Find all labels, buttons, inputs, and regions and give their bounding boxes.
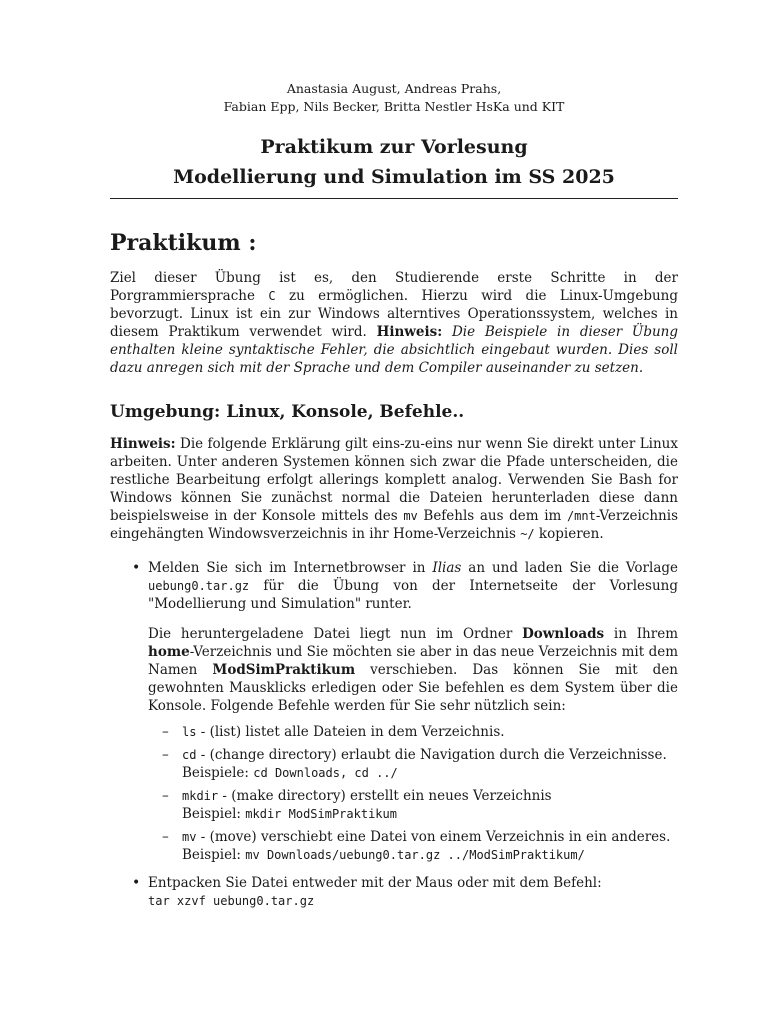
title-line-1: Praktikum zur Vorlesung bbox=[260, 136, 528, 158]
list-item bbox=[110, 874, 678, 910]
command-name: mv bbox=[182, 830, 197, 844]
list-item bbox=[148, 723, 678, 741]
bullet1-text-2: an und laden Sie die Vorlage bbox=[461, 560, 678, 576]
bullet1-paragraph-2 bbox=[148, 625, 678, 715]
list-item bbox=[110, 559, 678, 864]
title-line-2: Modellierung und Simulation im SS 2025 bbox=[173, 166, 615, 188]
title-divider bbox=[110, 198, 678, 199]
steps-list bbox=[110, 559, 678, 910]
command-example: mv Downloads/uebung0.tar.gz ../ModSimPraktikum/ bbox=[245, 848, 585, 862]
intro-text-2: zu ermöglichen. Hierzu wird die Linux-Umgebung bevorzugt. Linux ist ein zur Windows alterntives Operationssystem, welches in diesem Praktikum verwendet wird. bbox=[110, 288, 678, 340]
file-name: uebung0.tar.gz bbox=[148, 579, 250, 593]
hint-text-1: Die folgende Erklärung gilt eins-zu-eins nur wenn Sie direkt unter Linux arbeiten. Unter anderen Systemen können sich zwar die Pfade unterscheiden, die restliche Bearbeitung erfolgt allerings komplett analog. Verwenden Sie Bash for Windows können Sie zunächst normal die Dateien herunterladen diese dann beispielsweise in der Konsole mittels des bbox=[110, 436, 678, 524]
intro-hint-text: Die Beispiele in dieser Übung enthalten kleine syntaktische Fehler, die absichtlich eingebaut wurden. Dies soll dazu anregen sich mit der Sprache und dem Compiler auseinander zu setzen. bbox=[110, 324, 678, 376]
hint-label: Hinweis: bbox=[110, 436, 176, 452]
ilias-name: Ilias bbox=[432, 560, 462, 576]
code-mv: mv bbox=[403, 509, 418, 523]
intro-text-1: Ziel dieser Übung ist es, den Studierende erste Schritte in der Porgrammiersprache bbox=[110, 270, 678, 304]
command-desc: - (change directory) erlaubt die Navigation durch die Verzeichnisse. bbox=[196, 747, 667, 763]
bullet1-paragraph bbox=[148, 559, 678, 613]
bullet2-paragraph bbox=[148, 874, 678, 910]
command-example: mkdir ModSimPraktikum bbox=[245, 807, 397, 821]
downloads-folder: Downloads bbox=[522, 626, 605, 642]
tar-command: tar xzvf uebung0.tar.gz bbox=[148, 894, 315, 908]
bullet1-text-3: für die Übung von der Internetseite der Vorlesung "Modellierung und Simulation" runter. bbox=[148, 578, 678, 612]
command-example: cd Downloads, cd ../ bbox=[253, 766, 398, 780]
p2-text-3: -Verzeichnis und Sie möchten sie aber in das neue Verzeichnis mit dem Namen bbox=[148, 644, 678, 678]
list-item bbox=[148, 828, 678, 864]
bullet2-text: Entpacken Sie Datei entweder mit der Maus oder mit dem Befehl: bbox=[148, 875, 602, 891]
hint-text-4: kopieren. bbox=[534, 526, 604, 542]
intro-paragraph bbox=[110, 269, 678, 377]
p2-text-1: Die heruntergeladene Datei liegt nun im Ordner bbox=[148, 626, 523, 642]
authors-line-1: Anastasia August, Andreas Prahs, bbox=[286, 81, 502, 96]
command-desc: - (make directory) erstellt ein neues Verzeichnis bbox=[218, 788, 552, 804]
example-label: Beispiele: bbox=[182, 765, 254, 781]
command-desc: - (move) verschiebt eine Datei von einem Verzeichnis in ein anderes. bbox=[196, 829, 671, 845]
command-name: mkdir bbox=[182, 789, 219, 803]
modsim-folder: ModSimPraktikum bbox=[212, 662, 356, 678]
code-c: C bbox=[268, 289, 276, 303]
example-label: Beispiel: bbox=[182, 847, 246, 863]
p2-text-4: verschieben. Das können Sie mit den gewohnten Mausklicks erledigen oder Sie befehlen es dem System über die Konsole. Folgende Befehle werden für Sie sehr nützlich sein: bbox=[148, 662, 679, 714]
hint-text-2: Befehls aus dem im bbox=[417, 508, 567, 524]
document-title bbox=[110, 132, 678, 192]
code-mnt: /mnt bbox=[566, 509, 596, 523]
authors-line-2: Fabian Epp, Nils Becker, Britta Nestler HsKa und KIT bbox=[223, 99, 565, 114]
document-page bbox=[110, 80, 678, 920]
command-desc: - (list) listet alle Dateien in dem Verzeichnis. bbox=[196, 724, 505, 740]
p2-text-2: in Ihrem bbox=[604, 626, 678, 642]
hint-text-3: -Verzeichnis eingehängten Windowsverzeichnis in ihr Home-Verzeichnis bbox=[110, 508, 678, 542]
command-name: ls bbox=[182, 725, 197, 739]
list-item bbox=[148, 787, 678, 823]
hint-paragraph bbox=[110, 435, 678, 543]
subsection-heading: Umgebung: Linux, Konsole, Befehle.. bbox=[110, 402, 465, 422]
example-label: Beispiel: bbox=[182, 806, 246, 822]
bullet1-text-1: Melden Sie sich im Internetbrowser in bbox=[148, 560, 433, 576]
code-home: ~/ bbox=[520, 527, 535, 541]
home-folder: home bbox=[148, 644, 190, 660]
commands-list bbox=[148, 723, 678, 864]
list-item bbox=[148, 746, 678, 782]
authors bbox=[110, 80, 678, 116]
section-heading: Praktikum : bbox=[110, 230, 257, 256]
intro-hint-label: Hinweis: bbox=[376, 324, 443, 340]
command-name: cd bbox=[182, 748, 197, 762]
